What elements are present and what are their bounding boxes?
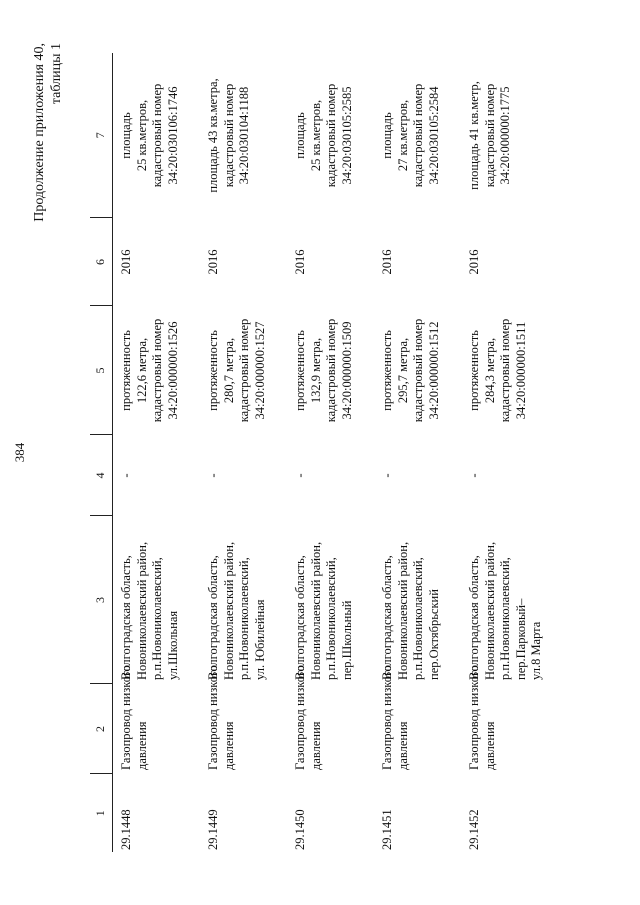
length-cell xyxy=(113,306,201,435)
column-4-value: - xyxy=(467,473,481,478)
year-cell xyxy=(200,218,287,306)
object-name-line: Газопровод низкого xyxy=(380,664,394,770)
year-cell xyxy=(461,218,548,306)
object-name-line: Газопровод низкого xyxy=(467,664,481,770)
caption-line-1: Продолжение приложения 40, xyxy=(32,43,47,222)
object-name-line: Газопровод низкого xyxy=(119,664,133,770)
address-cell xyxy=(287,516,374,684)
column-header: 2 xyxy=(90,684,113,774)
length-line: протяженность xyxy=(119,330,133,411)
row-number-cell xyxy=(287,774,374,852)
year-value: 2016 xyxy=(119,249,133,275)
area-line: 25 кв.метров, xyxy=(308,99,323,172)
length-line: 34:20:000000:1509 xyxy=(339,321,354,420)
area-line: 25 кв.метров, xyxy=(134,99,149,172)
column-header: 4 xyxy=(90,435,113,516)
column-4-value: - xyxy=(206,473,220,478)
page-number: 384 xyxy=(12,442,27,463)
row-number: 29.1452 xyxy=(467,809,481,850)
length-line: протяженность xyxy=(293,330,307,411)
address-line: ул.8 Марта xyxy=(529,621,543,680)
year-cell xyxy=(374,218,461,306)
data-table xyxy=(90,53,548,852)
address-line: Новониколаевский район, xyxy=(221,541,236,680)
area-line: 34:20:030106:1746 xyxy=(165,86,180,185)
address-line: р.п.Новониколаевский, xyxy=(324,557,338,680)
column-4-value: - xyxy=(119,473,133,478)
area-cell xyxy=(461,53,548,218)
year-cell xyxy=(287,218,374,306)
length-cell xyxy=(200,306,287,435)
address-line: Волгоградская область, xyxy=(380,555,394,680)
length-line: 284,3 метра, xyxy=(482,337,497,404)
column-4-cell xyxy=(461,435,548,516)
length-line: 280,7 метра, xyxy=(221,337,236,404)
address-line: Новониколаевский район, xyxy=(482,541,497,680)
table-row xyxy=(374,53,461,852)
area-cell xyxy=(374,53,461,218)
row-number-cell xyxy=(374,774,461,852)
column-header: 1 xyxy=(90,774,113,852)
area-line: площадь xyxy=(119,112,133,159)
address-line: Волгоградская область, xyxy=(119,555,133,680)
object-name-line: давления xyxy=(134,721,149,770)
object-name-cell xyxy=(200,664,287,774)
year-value: 2016 xyxy=(467,249,481,275)
length-line: 295,7 метра, xyxy=(395,337,410,404)
year-value: 2016 xyxy=(380,249,394,275)
column-header: 6 xyxy=(90,218,113,306)
length-line: 122,6 метра, xyxy=(134,337,149,404)
object-name-line: давления xyxy=(395,721,410,770)
length-line: кадастровый номер xyxy=(150,318,164,423)
area-line: площадь xyxy=(380,112,394,159)
column-4-value: - xyxy=(380,473,394,478)
table-row xyxy=(461,53,548,852)
column-4-cell xyxy=(200,435,287,516)
address-cell xyxy=(374,516,461,684)
address-line: пер.Октябрьский xyxy=(426,589,441,680)
table-row xyxy=(200,53,287,852)
column-4-value: - xyxy=(293,473,307,478)
length-line: кадастровый номер xyxy=(411,318,425,423)
area-line: кадастровый номер xyxy=(411,83,425,188)
row-number-cell xyxy=(113,774,201,852)
object-name-line: Газопровод низкого xyxy=(206,664,220,770)
column-header: 3 xyxy=(90,516,113,684)
object-name-cell xyxy=(461,664,548,774)
object-name-line: Газопровод низкого xyxy=(293,664,307,770)
length-line: 34:20:000000:1527 xyxy=(252,321,267,420)
object-name-cell xyxy=(287,664,374,774)
table-row xyxy=(287,53,374,852)
address-line: ул. Юбилейная xyxy=(252,599,267,680)
area-line: 34:20:030105:2585 xyxy=(339,86,354,185)
table-caption xyxy=(31,43,65,222)
row-number: 29.1449 xyxy=(206,809,220,850)
address-line: Волгоградская область, xyxy=(206,555,220,680)
area-line: кадастровый номер xyxy=(150,83,164,188)
length-cell xyxy=(287,306,374,435)
address-cell xyxy=(200,516,287,684)
address-line: р.п.Новониколаевский, xyxy=(498,557,512,680)
length-line: кадастровый номер xyxy=(324,318,338,423)
row-number: 29.1450 xyxy=(293,809,307,850)
length-line: кадастровый номер xyxy=(498,318,512,423)
year-cell xyxy=(113,218,201,306)
area-line: площадь xyxy=(293,112,307,159)
length-line: кадастровый номер xyxy=(237,318,251,423)
address-line: Новониколаевский район, xyxy=(395,541,410,680)
caption-line-2: таблицы 1 xyxy=(49,43,64,105)
length-line: протяженность xyxy=(206,330,220,411)
address-line: ул.Школьная xyxy=(165,610,180,680)
address-cell xyxy=(461,516,548,684)
object-name-line: давления xyxy=(308,721,323,770)
object-name-line: давления xyxy=(221,721,236,770)
row-number: 29.1448 xyxy=(119,809,133,850)
address-line: Новониколаевский район, xyxy=(134,541,149,680)
header-row xyxy=(90,53,113,852)
length-line: 34:20:000000:1511 xyxy=(513,321,528,420)
area-line: площадь 41 кв.метр, xyxy=(467,81,481,190)
area-cell xyxy=(113,53,201,218)
object-name-cell xyxy=(374,664,461,774)
area-cell xyxy=(200,53,287,218)
area-line: кадастровый номер xyxy=(324,83,338,188)
column-4-cell xyxy=(113,435,201,516)
object-name-cell xyxy=(113,664,201,774)
area-line: кадастровый номер xyxy=(221,83,236,188)
row-number: 29.1451 xyxy=(380,809,394,850)
length-line: протяженность xyxy=(467,330,481,411)
address-cell xyxy=(113,516,201,684)
length-cell xyxy=(461,306,548,435)
column-4-cell xyxy=(287,435,374,516)
length-line: 132,9 метра, xyxy=(308,337,323,404)
area-line: 34:20:000000:1775 xyxy=(498,86,512,185)
length-cell xyxy=(374,306,461,435)
address-line: р.п.Новониколаевский, xyxy=(411,557,425,680)
area-line: 34:20:030104:1188 xyxy=(237,86,251,185)
area-line: 27 кв.метров, xyxy=(395,99,410,172)
address-line: Волгоградская область, xyxy=(467,555,481,680)
address-line: р.п.Новониколаевский, xyxy=(150,557,164,680)
address-line: пер.Школьный xyxy=(339,600,354,680)
column-header: 5 xyxy=(90,306,113,435)
table-row xyxy=(113,53,201,852)
area-line: площадь 43 кв.метра, xyxy=(206,78,220,193)
column-4-cell xyxy=(374,435,461,516)
row-number-cell xyxy=(200,774,287,852)
area-cell xyxy=(287,53,374,218)
area-line: кадастровый номер xyxy=(482,83,497,188)
address-line: пер.Парковый– xyxy=(513,598,528,680)
column-header: 7 xyxy=(90,53,113,218)
length-line: 34:20:000000:1512 xyxy=(426,321,441,420)
year-value: 2016 xyxy=(206,249,220,275)
address-line: Волгоградская область, xyxy=(293,555,307,680)
address-line: Новониколаевский район, xyxy=(308,541,323,680)
length-line: протяженность xyxy=(380,330,394,411)
area-line: 34:20:030105:2584 xyxy=(426,86,441,185)
address-line: р.п.Новониколаевский, xyxy=(237,557,251,680)
object-name-line: давления xyxy=(482,721,497,770)
year-value: 2016 xyxy=(293,249,307,275)
length-line: 34:20:000000:1526 xyxy=(165,321,180,420)
row-number-cell xyxy=(461,774,548,852)
